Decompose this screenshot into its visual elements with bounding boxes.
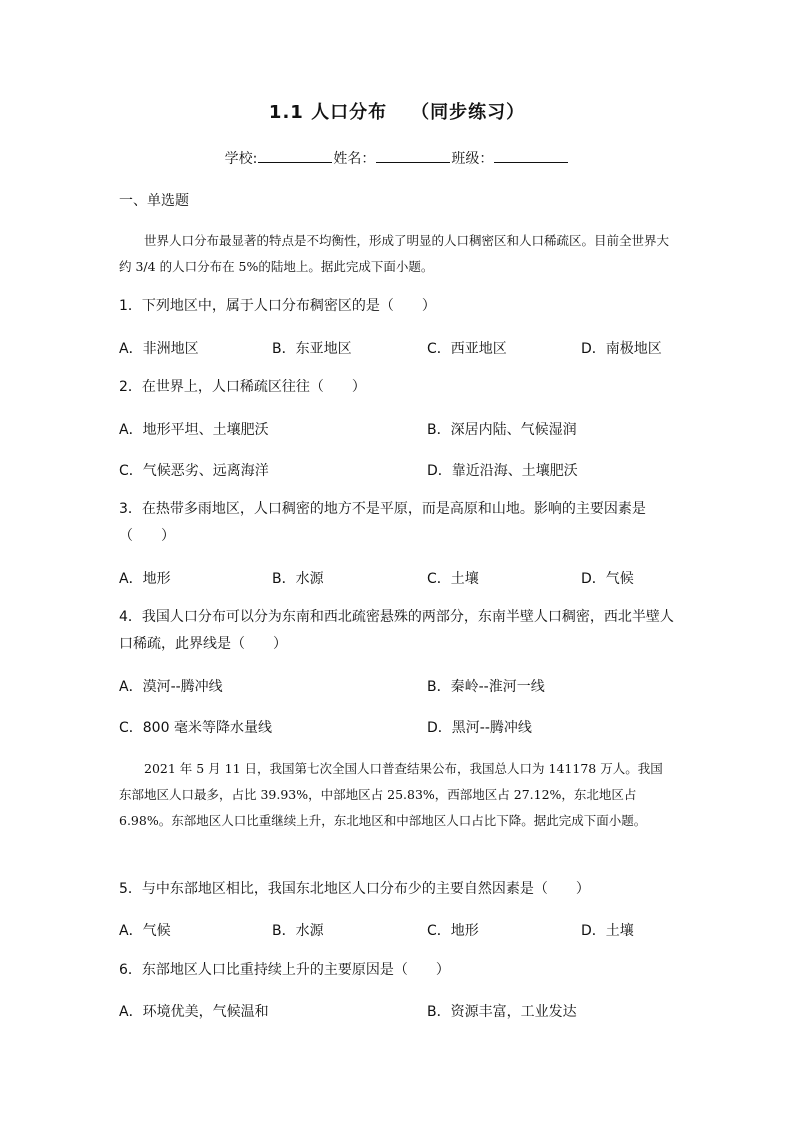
q3-option-d: D．气候 — [581, 571, 634, 587]
q2-option-c: C．气候恶劣、远离海洋 — [119, 463, 269, 479]
question-4: 4．我国人口分布可以分为东南和西北疏密悬殊的两部分，东南半壁人口稠密，西北半壁人口稀疏，此界线是（ ） — [119, 609, 674, 652]
q5-option-b: B．水源 — [272, 923, 324, 939]
q1-option-c: C．西亚地区 — [427, 341, 507, 357]
reading-passage-2: 2021 年 5 月 11 日，我国第七次全国人口普查结果公布，我国总人口为 141178 万人。我国东部地区人口最多，占比 39.93%，中部地区占 25.83%，西部地区占 27.12%，东北地区占 6.98%。东部地区人口比重继续上升，东北地区和中部地区人口占比下降。据此完成下面小题。 — [119, 761, 663, 828]
q2-option-a: A．地形平坦、土壤肥沃 — [119, 422, 269, 438]
q5-option-a: A．气候 — [119, 923, 171, 939]
q1-option-d: D．南极地区 — [581, 341, 662, 357]
q6-option-b: B．资源丰富，工业发达 — [427, 1004, 577, 1020]
name-label: 姓名： — [333, 151, 376, 167]
page-title — [0, 98, 794, 124]
reading-passage-1: 世界人口分布最显著的特点是不均衡性，形成了明显的人口稠密区和人口稀疏区。目前全世界大约 3/4 的人口分布在 5%的陆地上。据此完成下面小题。 — [119, 233, 670, 274]
q5-option-d: D．土壤 — [581, 923, 634, 939]
q4-option-a: A．漠河--腾冲线 — [119, 679, 223, 695]
q5-option-c: C．地形 — [427, 923, 479, 939]
school-label: 学校: — [224, 151, 258, 167]
q6-option-a: A．环境优美，气候温和 — [119, 1004, 269, 1020]
q2-option-d: D．靠近沿海、土壤肥沃 — [427, 463, 578, 479]
class-label: 班级： — [451, 151, 494, 167]
class-blank[interactable] — [494, 150, 568, 163]
student-info-line — [0, 148, 794, 168]
title-main: 1.1 人口分布 — [268, 102, 388, 123]
question-2: 2．在世界上，人口稀疏区往往（ ） — [119, 379, 366, 395]
section-heading: 一、单选题 — [119, 193, 189, 209]
question-1: 1．下列地区中，属于人口分布稠密区的是（ ） — [119, 298, 436, 314]
school-blank[interactable] — [258, 150, 332, 163]
title-sub: （同步练习） — [411, 102, 526, 123]
q4-option-c: C．800 毫米等降水量线 — [119, 720, 272, 736]
q1-option-a: A．非洲地区 — [119, 341, 199, 357]
q1-option-b: B．东亚地区 — [272, 341, 352, 357]
name-blank[interactable] — [376, 150, 450, 163]
question-5: 5．与中东部地区相比，我国东北地区人口分布少的主要自然因素是（ ） — [119, 881, 590, 897]
question-6: 6．东部地区人口比重持续上升的主要原因是（ ） — [119, 962, 450, 978]
question-3: 3．在热带多雨地区，人口稠密的地方不是平原，而是高原和山地。影响的主要因素是（ ） — [119, 501, 646, 544]
q3-option-c: C．土壤 — [427, 571, 479, 587]
q4-option-d: D．黑河--腾冲线 — [427, 720, 532, 736]
q2-option-b: B．深居内陆、气候湿润 — [427, 422, 577, 438]
q3-option-b: B．水源 — [272, 571, 324, 587]
q4-option-b: B．秦岭--淮河一线 — [427, 679, 545, 695]
q3-option-a: A．地形 — [119, 571, 171, 587]
